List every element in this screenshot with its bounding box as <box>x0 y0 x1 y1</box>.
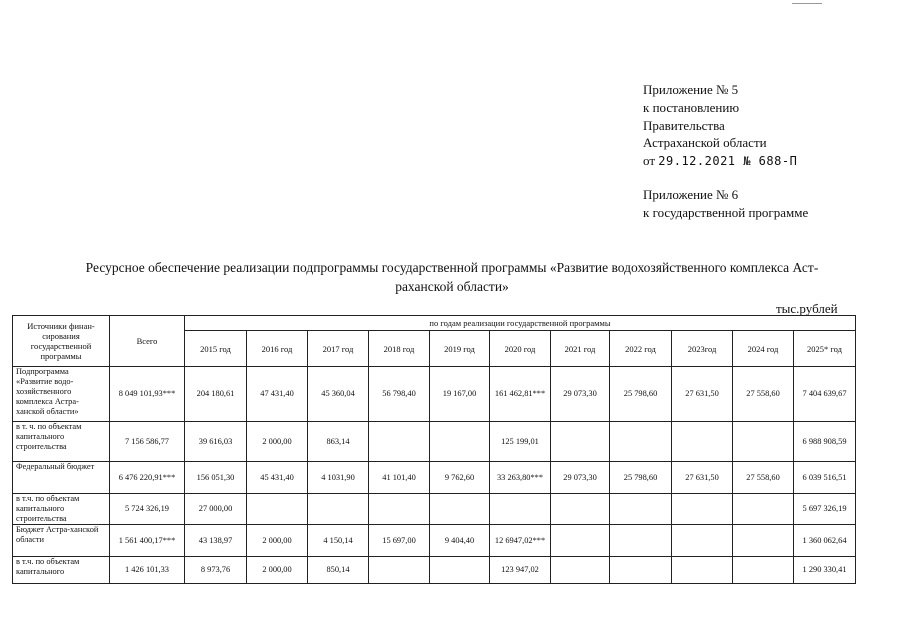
row-value: 27 558,60 <box>733 367 794 422</box>
row-value <box>610 494 672 525</box>
row-total: 1 561 400,17*** <box>110 525 185 557</box>
row-total: 6 476 220,91*** <box>110 462 185 494</box>
row-value: 19 167,00 <box>430 367 490 422</box>
row-value <box>430 494 490 525</box>
document-title-line: раханской области» <box>395 279 509 294</box>
scan-mark <box>792 0 822 4</box>
row-value: 39 616,03 <box>185 422 247 462</box>
appendix-5-line: Астраханской области <box>643 135 767 151</box>
row-value: 25 798,60 <box>610 367 672 422</box>
appendix-5-block <box>643 81 797 171</box>
row-value <box>733 525 794 557</box>
row-source: в т.ч. по объектам капитального строительства <box>13 494 110 525</box>
row-value <box>247 494 308 525</box>
row-value <box>610 422 672 462</box>
row-value <box>733 557 794 584</box>
table-row <box>13 367 856 422</box>
header-year: 2025* год <box>794 331 856 367</box>
row-source: в т. ч. по объектам капитального строительства <box>13 422 110 462</box>
appendix-6-title: Приложение № 6 <box>643 187 739 202</box>
row-source: Подпрограмма «Развитие водо-хозяйственного комплекса Астра-ханской области» <box>13 367 110 422</box>
row-value: 5 697 326,19 <box>794 494 856 525</box>
table-row <box>13 557 856 584</box>
row-value: 33 263,80*** <box>490 462 551 494</box>
document-title <box>12 258 892 296</box>
row-value <box>369 494 430 525</box>
row-value: 15 697,00 <box>369 525 430 557</box>
header-year: 2022 год <box>610 331 672 367</box>
row-value: 45 360,04 <box>308 367 369 422</box>
row-value: 8 973,76 <box>185 557 247 584</box>
row-value: 27 000,00 <box>185 494 247 525</box>
table-header-row <box>13 316 856 331</box>
header-year: 2023год <box>672 331 733 367</box>
row-value: 27 558,60 <box>733 462 794 494</box>
row-value <box>430 422 490 462</box>
row-value <box>733 422 794 462</box>
document-title-line: Ресурсное обеспечение реализации подпрограммы государственной программы «Развитие водохозяйственного комплекса Аст- <box>85 260 819 275</box>
row-value <box>551 557 610 584</box>
appendix-5-line: Правительства <box>643 117 725 133</box>
row-value: 12 6947,02*** <box>490 525 551 557</box>
header-total: Всего <box>110 316 185 367</box>
row-value: 25 798,60 <box>610 462 672 494</box>
row-value <box>430 557 490 584</box>
row-value <box>551 422 610 462</box>
row-value: 45 431,40 <box>247 462 308 494</box>
row-value <box>490 494 551 525</box>
row-value <box>672 557 733 584</box>
row-value: 123 947,02 <box>490 557 551 584</box>
header-source: Источники финан-сирования государственной программы <box>13 316 110 367</box>
header-year: 2021 год <box>551 331 610 367</box>
appendix-5-title: Приложение № 5 <box>643 82 739 97</box>
row-value <box>369 557 430 584</box>
row-value: 43 138,97 <box>185 525 247 557</box>
row-value <box>308 494 369 525</box>
resource-table <box>12 315 856 584</box>
row-value: 125 199,01 <box>490 422 551 462</box>
header-year: 2020 год <box>490 331 551 367</box>
row-value <box>672 422 733 462</box>
date-value: 29.12.2021 № 688-П <box>658 154 798 169</box>
row-value <box>610 557 672 584</box>
row-value: 7 404 639,67 <box>794 367 856 422</box>
row-value <box>610 525 672 557</box>
row-total: 1 426 101,33 <box>110 557 185 584</box>
row-value: 56 798,40 <box>369 367 430 422</box>
row-total: 8 049 101,93*** <box>110 367 185 422</box>
row-value: 863,14 <box>308 422 369 462</box>
row-value <box>672 525 733 557</box>
row-value <box>551 525 610 557</box>
row-value: 9 404,40 <box>430 525 490 557</box>
table-row <box>13 525 856 557</box>
units-label: тыс.рублей <box>776 301 838 316</box>
row-value <box>369 422 430 462</box>
table-row <box>13 422 856 462</box>
row-value: 29 073,30 <box>551 367 610 422</box>
header-year: 2018 год <box>369 331 430 367</box>
header-year: 2019 год <box>430 331 490 367</box>
row-value: 9 762,60 <box>430 462 490 494</box>
row-value: 27 631,50 <box>672 367 733 422</box>
row-value: 27 631,50 <box>672 462 733 494</box>
appendix-6-block <box>643 186 808 222</box>
appendix-6-line: к государственной программе <box>643 204 809 220</box>
row-value: 2 000,00 <box>247 422 308 462</box>
row-value: 204 180,61 <box>185 367 247 422</box>
row-value: 156 051,30 <box>185 462 247 494</box>
header-year: 2016 год <box>247 331 308 367</box>
row-value: 4 1031,90 <box>308 462 369 494</box>
row-value: 2 000,00 <box>247 525 308 557</box>
header-year: 2024 год <box>733 331 794 367</box>
row-value: 6 988 908,59 <box>794 422 856 462</box>
header-years-group: по годам реализации государственной программы <box>185 316 856 331</box>
row-value: 6 039 516,51 <box>794 462 856 494</box>
row-value: 41 101,40 <box>369 462 430 494</box>
appendix-5-line: к постановлению <box>643 99 740 115</box>
row-value: 850,14 <box>308 557 369 584</box>
row-value: 4 150,14 <box>308 525 369 557</box>
table-row <box>13 462 856 494</box>
row-total: 7 156 586,77 <box>110 422 185 462</box>
header-year: 2017 год <box>308 331 369 367</box>
row-value <box>672 494 733 525</box>
row-source: Федеральный бюджет <box>13 462 110 494</box>
row-total: 5 724 326,19 <box>110 494 185 525</box>
row-value <box>733 494 794 525</box>
row-value: 29 073,30 <box>551 462 610 494</box>
row-source: в т.ч. по объектам капитального <box>13 557 110 584</box>
row-value: 47 431,40 <box>247 367 308 422</box>
row-value: 161 462,81*** <box>490 367 551 422</box>
appendix-5-date-line <box>643 152 797 171</box>
row-source: Бюджет Астра-ханской области <box>13 525 110 557</box>
row-value: 1 290 330,41 <box>794 557 856 584</box>
row-value: 1 360 062,64 <box>794 525 856 557</box>
row-value: 2 000,00 <box>247 557 308 584</box>
row-value <box>551 494 610 525</box>
table-row <box>13 494 856 525</box>
header-year: 2015 год <box>185 331 247 367</box>
date-prefix: от <box>643 153 656 169</box>
